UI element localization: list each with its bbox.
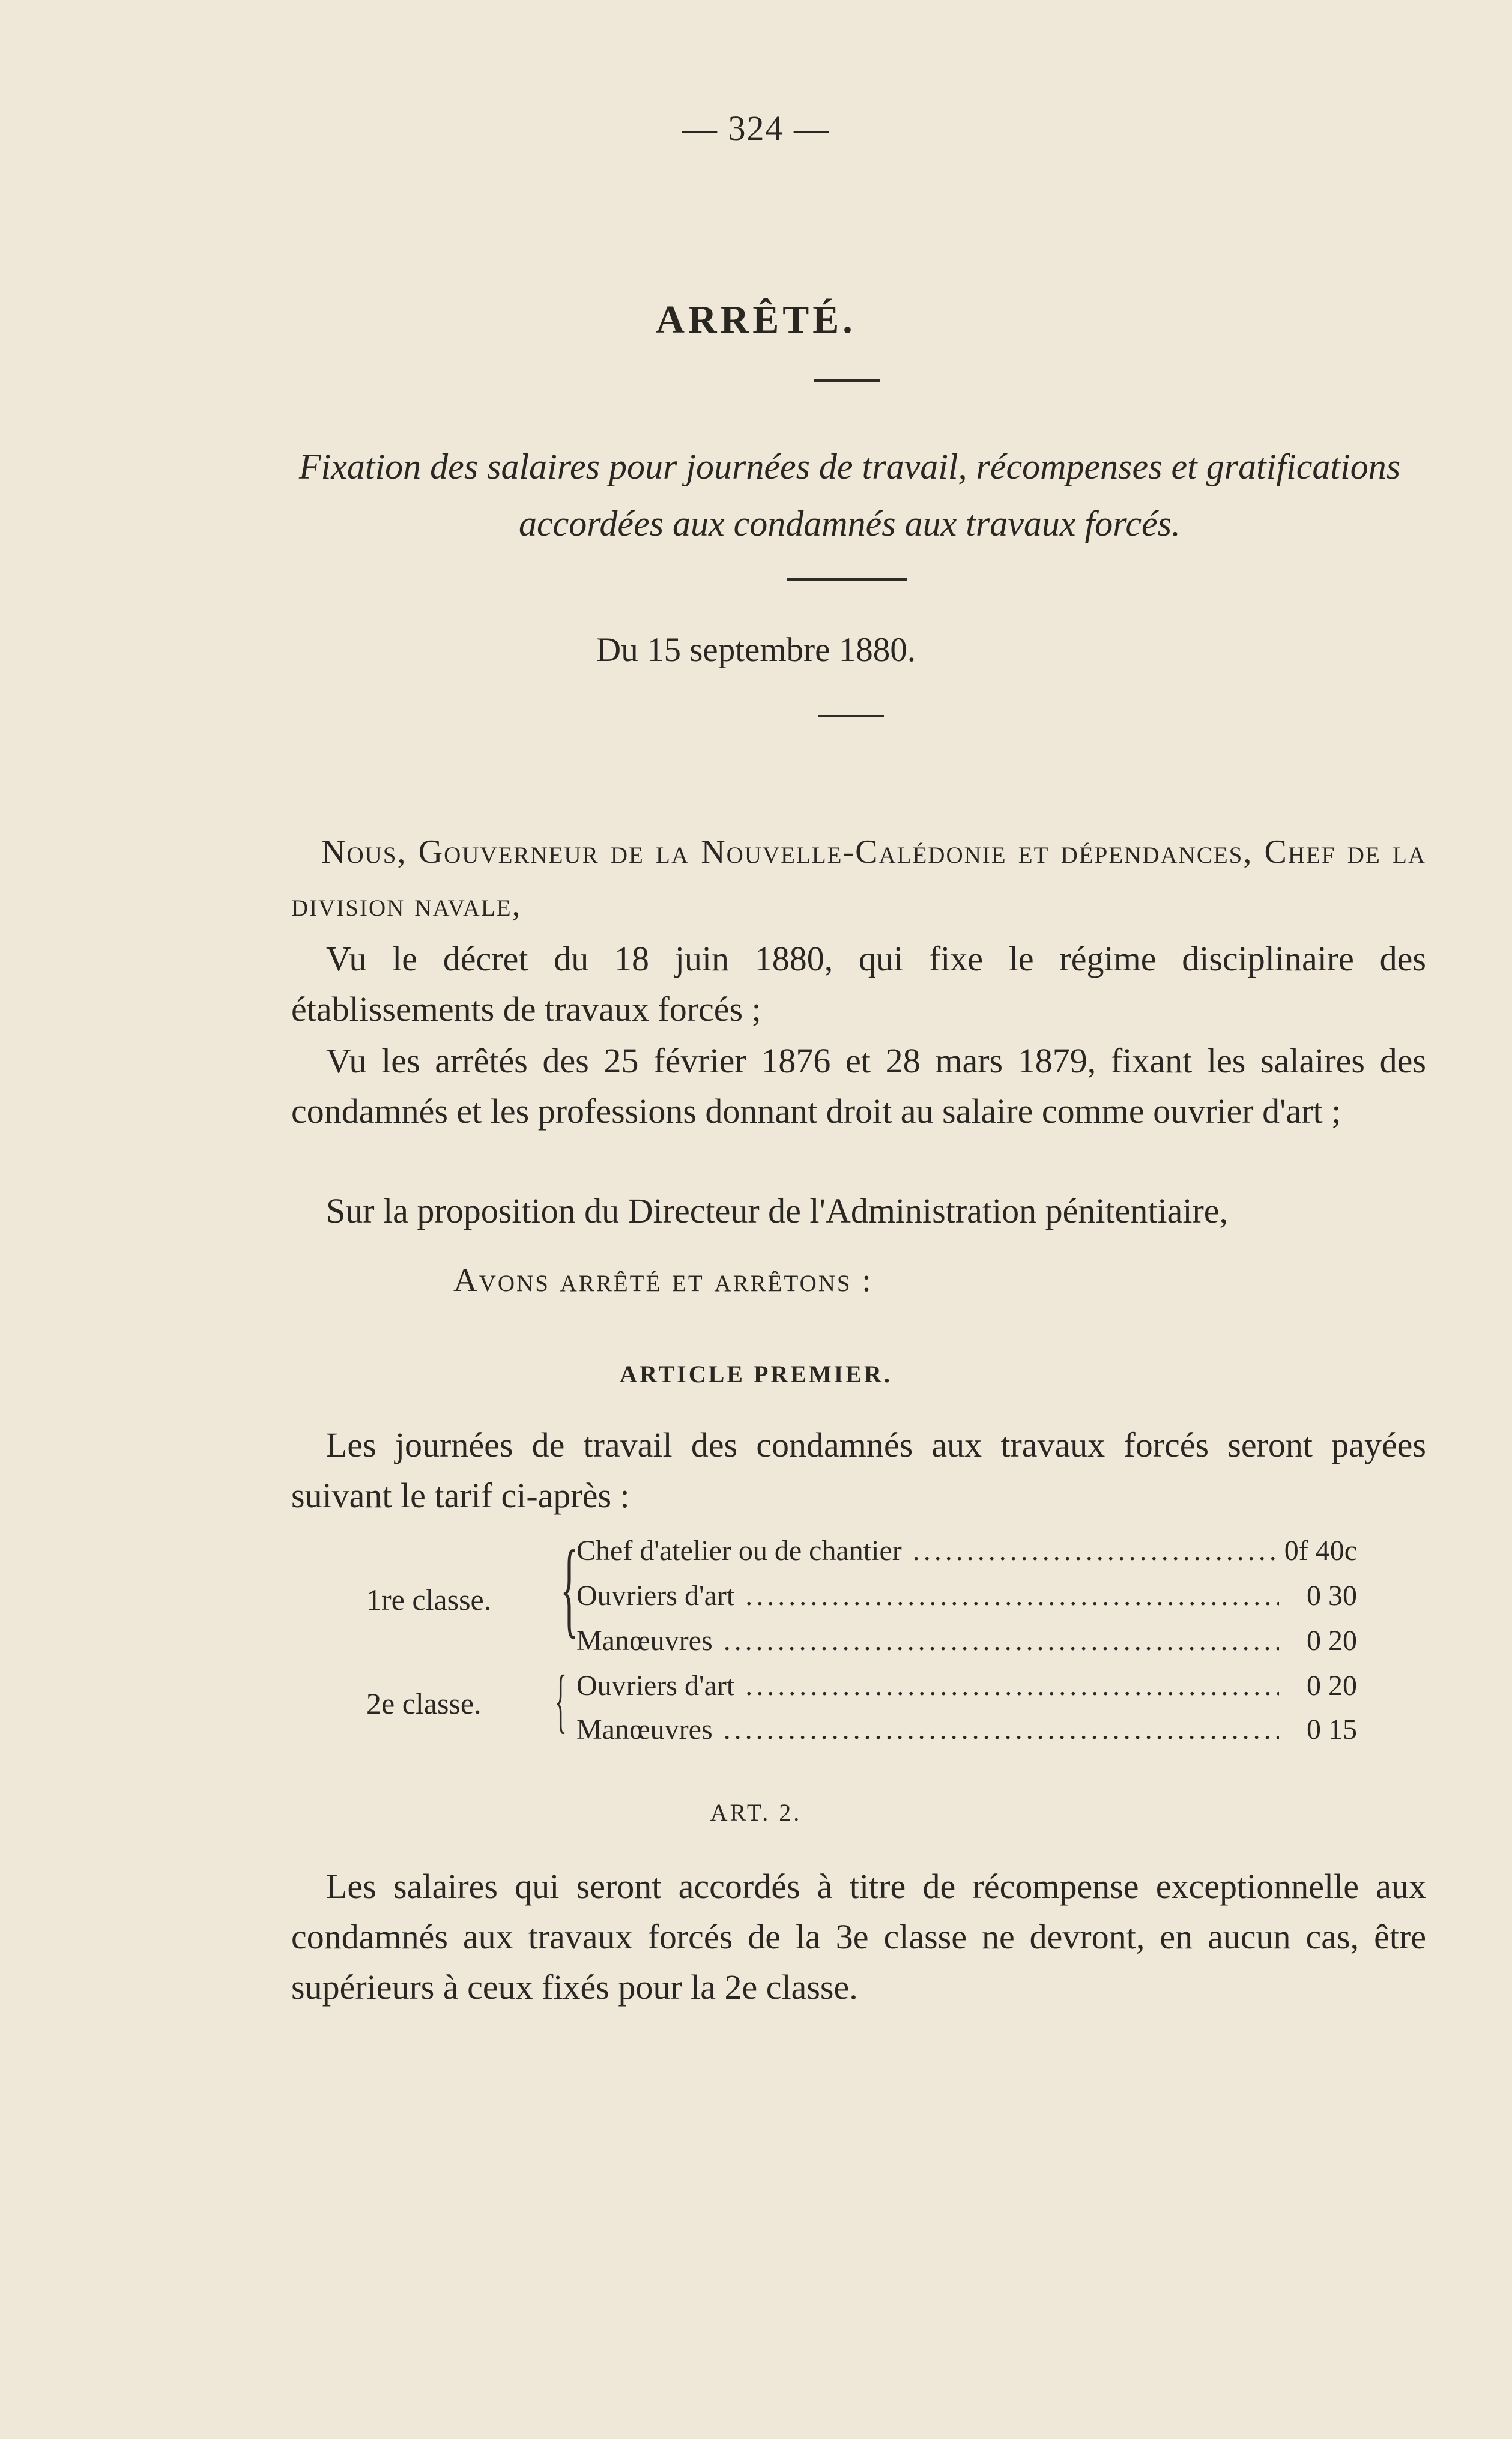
tarif-row-label: Chef d'atelier ou de chantier ..... [576,1534,1279,1567]
preamble-proposition: Sur la proposition du Directeur de l'Administration pénitentiaire, [326,1191,1228,1230]
tarif-row-label: Manœuvres ..... [576,1713,1279,1746]
tarif-row [576,1579,1357,1619]
preamble-arretes: Vu les arrêtés des 25 février 1876 et 28 mars 1879, fixant les salaires des condamnés et les professions donnant droit au salaire comme ouvrier d'art ; [291,1041,1426,1131]
page-number: — 324 — [682,109,830,148]
tarif-row-label: Manœuvres ..... [576,1624,1279,1657]
avons-arrete: Avons arrêté et arrêtons : [453,1262,873,1298]
tarif-row-label: Ouvriers d'art ..... [576,1669,1279,1702]
subtitle-line-2: accordées aux condamnés aux travaux forcés. [519,504,1181,543]
article-premier-heading: ARTICLE PREMIER. [620,1361,892,1388]
class-1-brace: { [560,1528,579,1648]
article-2-heading: ART. 2. [710,1799,802,1826]
tarif-row-label: Ouvriers d'art ..... [576,1579,1279,1612]
title-divider [814,379,880,382]
decree-date: Du 15 septembre 1880. [596,631,916,669]
tarif-row-value: 0 15 [1307,1714,1357,1745]
tarif-row-value: 0 20 [1307,1670,1357,1702]
subtitle-line-1: Fixation des salaires pour journées de travail, récompenses et gratifications [298,447,1401,486]
subtitle [258,438,1441,552]
document-title: ARRÊTÉ. [656,298,856,342]
tarif-row-value: 0f 40c [1284,1535,1357,1567]
subtitle-divider [787,578,907,581]
tarif-row [576,1713,1357,1753]
article-premier-text: Les journées de travail des condamnés aux travaux forcés seront payées suivant le tarif ci-après : [291,1425,1426,1515]
class-2-brace: { [554,1660,567,1740]
date-divider [818,715,884,717]
tarif-row [576,1669,1357,1709]
tarif-row-value: 0 20 [1307,1625,1357,1657]
tarif-row-value: 0 30 [1307,1580,1357,1612]
article-2-text: Les salaires qui seront accordés à titre de récompense exceptionnelle aux condamnés aux travaux forcés de la 3e classe ne devront, en aucun cas, être supérieurs à ceux fixés pour la 2e classe. [291,1867,1426,2007]
class-1-label: 1re classe. [366,1583,492,1616]
class-2-label: 2e classe. [366,1687,482,1720]
tarif-row [576,1534,1357,1574]
preamble-authority: Nous, Gouverneur de la Nouvelle-Calédonie et dépendances, Chef de la division navale, [291,833,1426,923]
preamble-decret: Vu le décret du 18 juin 1880, qui fixe le régime disciplinaire des établissements de travaux forcés ; [291,939,1426,1029]
tarif-row [576,1624,1357,1664]
